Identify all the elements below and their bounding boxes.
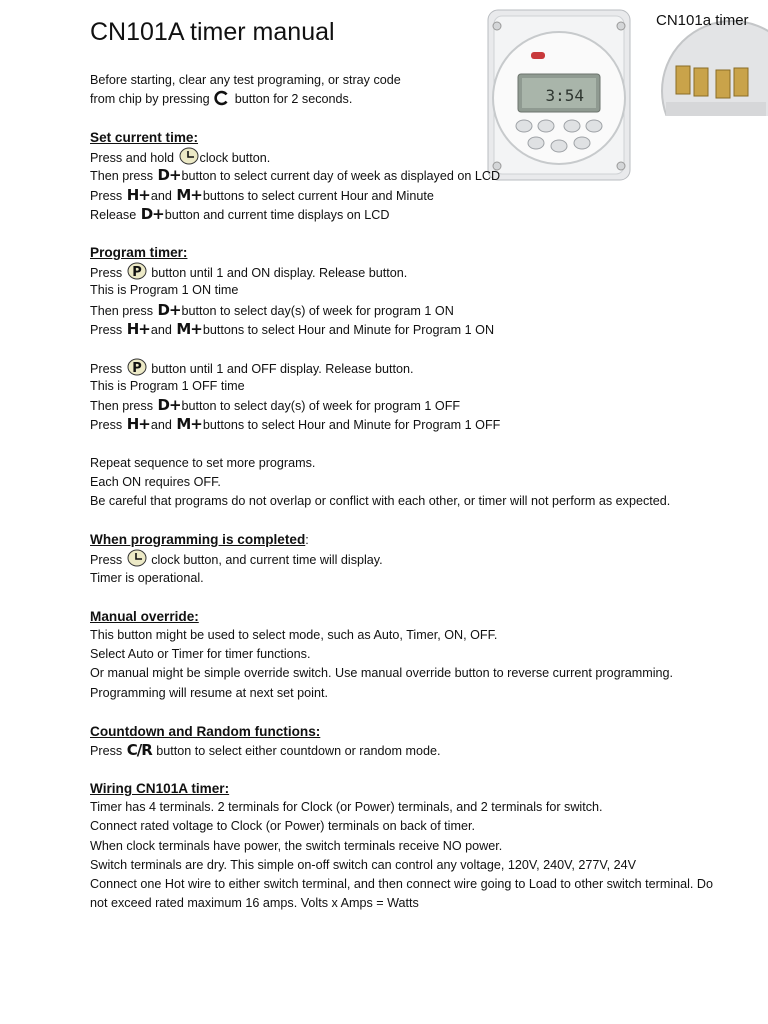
set-time-heading: Set current time: (90, 130, 199, 145)
manual-line-2: Select Auto or Timer for timer functions. (90, 647, 311, 662)
hour-plus-icon: H+ (126, 415, 150, 434)
manual-heading: Manual override: (90, 608, 199, 624)
wiring-line-3: When clock terminals have power, the switch terminals receive NO power. (90, 838, 503, 853)
manual-line-3: Or manual might be simple override switch. Use manual override button to reverse current programming. (90, 666, 674, 681)
program-off-line-4: Press H+and M+buttons to select Hour and Minute for Program 1 OFF (90, 415, 501, 434)
day-plus-icon: D+ (140, 204, 164, 223)
set-time-line-1: Press and hold clock button. (90, 147, 730, 166)
program-icon (127, 262, 147, 280)
minute-plus-icon: M+ (176, 415, 202, 434)
day-plus-icon: D+ (157, 166, 181, 185)
program-heading: Program timer: (90, 244, 188, 260)
program-on-line-2: This is Program 1 ON time (90, 283, 239, 298)
set-time-line-3: Press H+and M+buttons to select current Hour and Minute (90, 185, 434, 204)
countdown-line-1: Press C/R button to select either countdown or random mode. (90, 740, 441, 759)
clock-icon (179, 147, 199, 165)
repeat-line: Repeat sequence to set more programs. (90, 455, 316, 470)
countdown-heading: Countdown and Random functions: (90, 723, 321, 739)
wiring-heading: Wiring CN101A timer: (90, 781, 230, 797)
intro (90, 71, 510, 109)
program-icon (127, 358, 147, 376)
completed-line-1: Press clock button, and current time will display. (90, 549, 730, 568)
set-time-line-4: Release D+button and current time displays on LCD (90, 204, 390, 223)
page-title: CN101A timer manual (90, 18, 335, 46)
program-off-line-2: This is Program 1 OFF time (90, 379, 245, 394)
countdown-random-icon: C/R (126, 740, 152, 759)
completed-heading: When programming is completed: (90, 532, 309, 548)
completed-line-2: Timer is operational. (90, 570, 204, 585)
svg-text:P: P (131, 360, 142, 376)
program-on-line-1: Press P button until 1 and ON display. Release button. (90, 262, 730, 281)
program-on-line-4: Press H+and M+buttons to select Hour and Minute for Program 1 ON (90, 319, 495, 338)
manual-content (90, 128, 730, 913)
day-plus-icon: D+ (157, 300, 181, 319)
day-plus-icon: D+ (157, 396, 181, 415)
minute-plus-icon: M+ (176, 185, 202, 204)
careful-line: Be careful that programs do not overlap or conflict with each other, or timer will not perform as expected. (90, 494, 671, 508)
each-on-line: Each ON requires OFF. (90, 474, 221, 489)
lcd-readout: 3:54 (545, 86, 584, 105)
manual-line-4: Programming will resume at next set point. (90, 685, 328, 700)
program-off-line-3: Then press D+button to select day(s) of week for program 1 OFF (90, 396, 461, 415)
program-on-line-3: Then press D+button to select day(s) of week for program 1 ON (90, 300, 454, 319)
intro-line-2: from chip by pressing button for 2 seconds. (90, 92, 353, 107)
set-time-line-2: Then press D+button to select current day of week as displayed on LCD (90, 166, 501, 185)
manual-line-1: This button might be used to select mode, such as Auto, Timer, ON, OFF. (90, 627, 498, 642)
intro-line-1: Before starting, clear any test programing, or stray code (90, 73, 401, 87)
minute-plus-icon: M+ (176, 319, 202, 338)
hour-plus-icon: H+ (126, 319, 150, 338)
svg-text:P: P (131, 265, 142, 281)
clear-icon (214, 90, 230, 106)
program-off-line-1: Press P button until 1 and OFF display. Release button. (90, 358, 730, 377)
clock-icon (127, 549, 147, 567)
wiring-line-5: Connect one Hot wire to either switch terminal, and then connect wire going to Load to other switch terminal. Do not exceed rated maximum 16 amps. Volts x Amps = Watts (90, 877, 714, 911)
hour-plus-icon: H+ (126, 185, 150, 204)
wiring-line-1: Timer has 4 terminals. 2 terminals for Clock (or Power) terminals, and 2 terminals for switch. (90, 800, 603, 815)
photo-label: CN101a timer (656, 12, 749, 29)
wiring-line-4: Switch terminals are dry. This simple on-off switch can control any voltage, 120V, 240V, 277V, 24V (90, 857, 637, 872)
wiring-line-2: Connect rated voltage to Clock (or Power) terminals on back of timer. (90, 819, 475, 834)
